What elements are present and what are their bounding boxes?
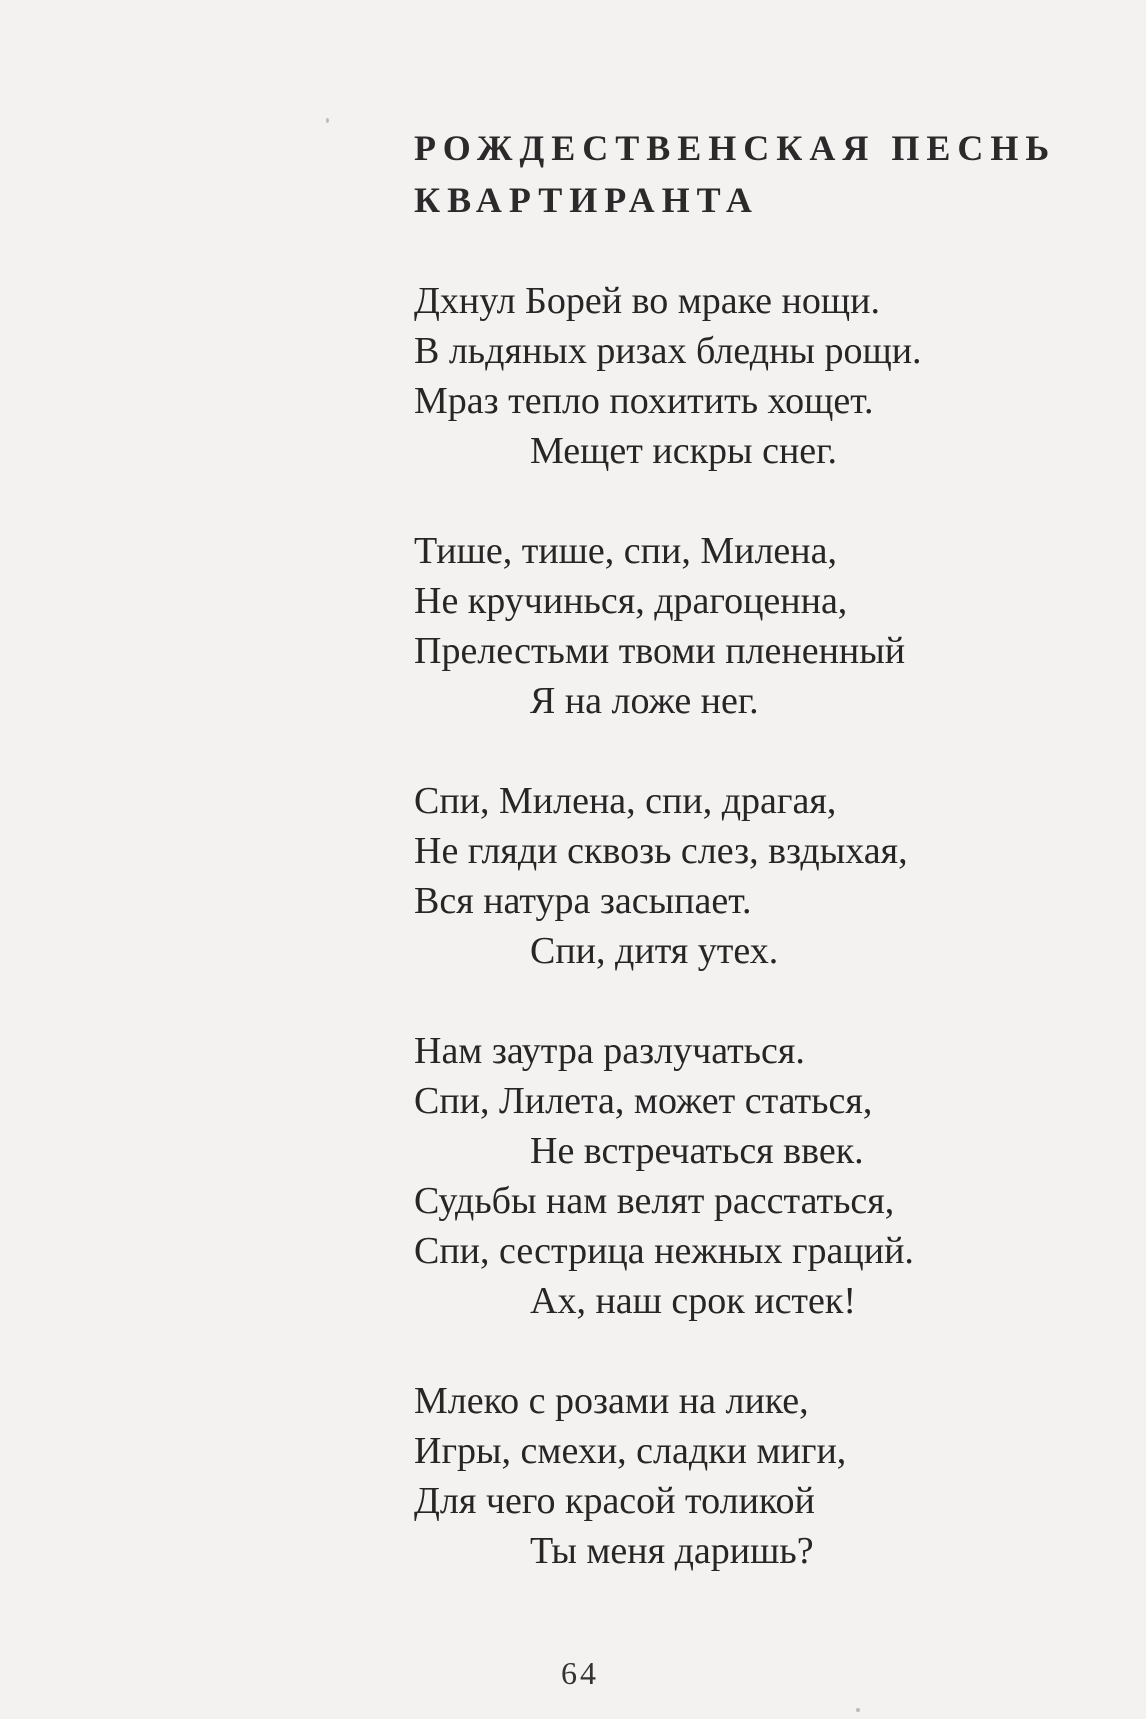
verse-line: Спи, Лилета, может статься, <box>414 1080 873 1122</box>
page-number: 64 <box>561 1655 599 1691</box>
poem-body <box>414 276 1114 1626</box>
verse-line: Прелестьми твоми плененный <box>414 630 906 672</box>
verse-line: Не кручинься, драгоценна, <box>414 580 848 622</box>
verse-line: Мраз тепло похитить хощет. <box>414 380 874 422</box>
stanza-2 <box>414 526 1114 726</box>
poem-title <box>414 122 1134 226</box>
stanza-5 <box>414 1376 1114 1576</box>
verse-line: Нам заутра разлучаться. <box>414 1030 805 1072</box>
verse-line: Для чего красой толикой <box>414 1480 815 1522</box>
verse-line: Млеко с розами на лике, <box>414 1380 809 1422</box>
verse-line-indented: Ах, наш срок истек! <box>530 1280 857 1322</box>
paper-speck <box>326 118 329 123</box>
poem-title-line-1: РОЖДЕСТВЕНСКАЯ ПЕСНЬ <box>414 128 1057 168</box>
verse-line-indented: Не встречаться ввек. <box>530 1130 864 1172</box>
verse-line-indented: Я на ложе нег. <box>530 680 759 722</box>
verse-line: В льдяных ризах бледны рощи. <box>414 330 922 372</box>
verse-line-indented: Спи, дитя утех. <box>530 930 779 972</box>
verse-line: Вся натура засыпает. <box>414 880 752 922</box>
stanza-3 <box>414 776 1114 976</box>
verse-line: Дхнул Борей во мраке нощи. <box>414 280 880 322</box>
verse-line: Тише, тише, спи, Милена, <box>414 530 837 572</box>
paper-speck <box>856 1708 860 1712</box>
stanza-4 <box>414 1026 1114 1326</box>
verse-line: Не гляди сквозь слез, вздыхая, <box>414 830 908 872</box>
verse-line: Спи, Милена, спи, драгая, <box>414 780 837 822</box>
verse-line: Игры, смехи, сладки миги, <box>414 1430 847 1472</box>
verse-line: Спи, сестрица нежных граций. <box>414 1230 914 1272</box>
verse-line: Судьбы нам велят расстаться, <box>414 1180 895 1222</box>
verse-line-indented: Мещет искры снег. <box>530 430 837 472</box>
stanza-1 <box>414 276 1114 476</box>
poem-title-line-2: КВАРТИРАНТА <box>414 180 759 220</box>
verse-line-indented: Ты меня даришь? <box>530 1530 814 1572</box>
